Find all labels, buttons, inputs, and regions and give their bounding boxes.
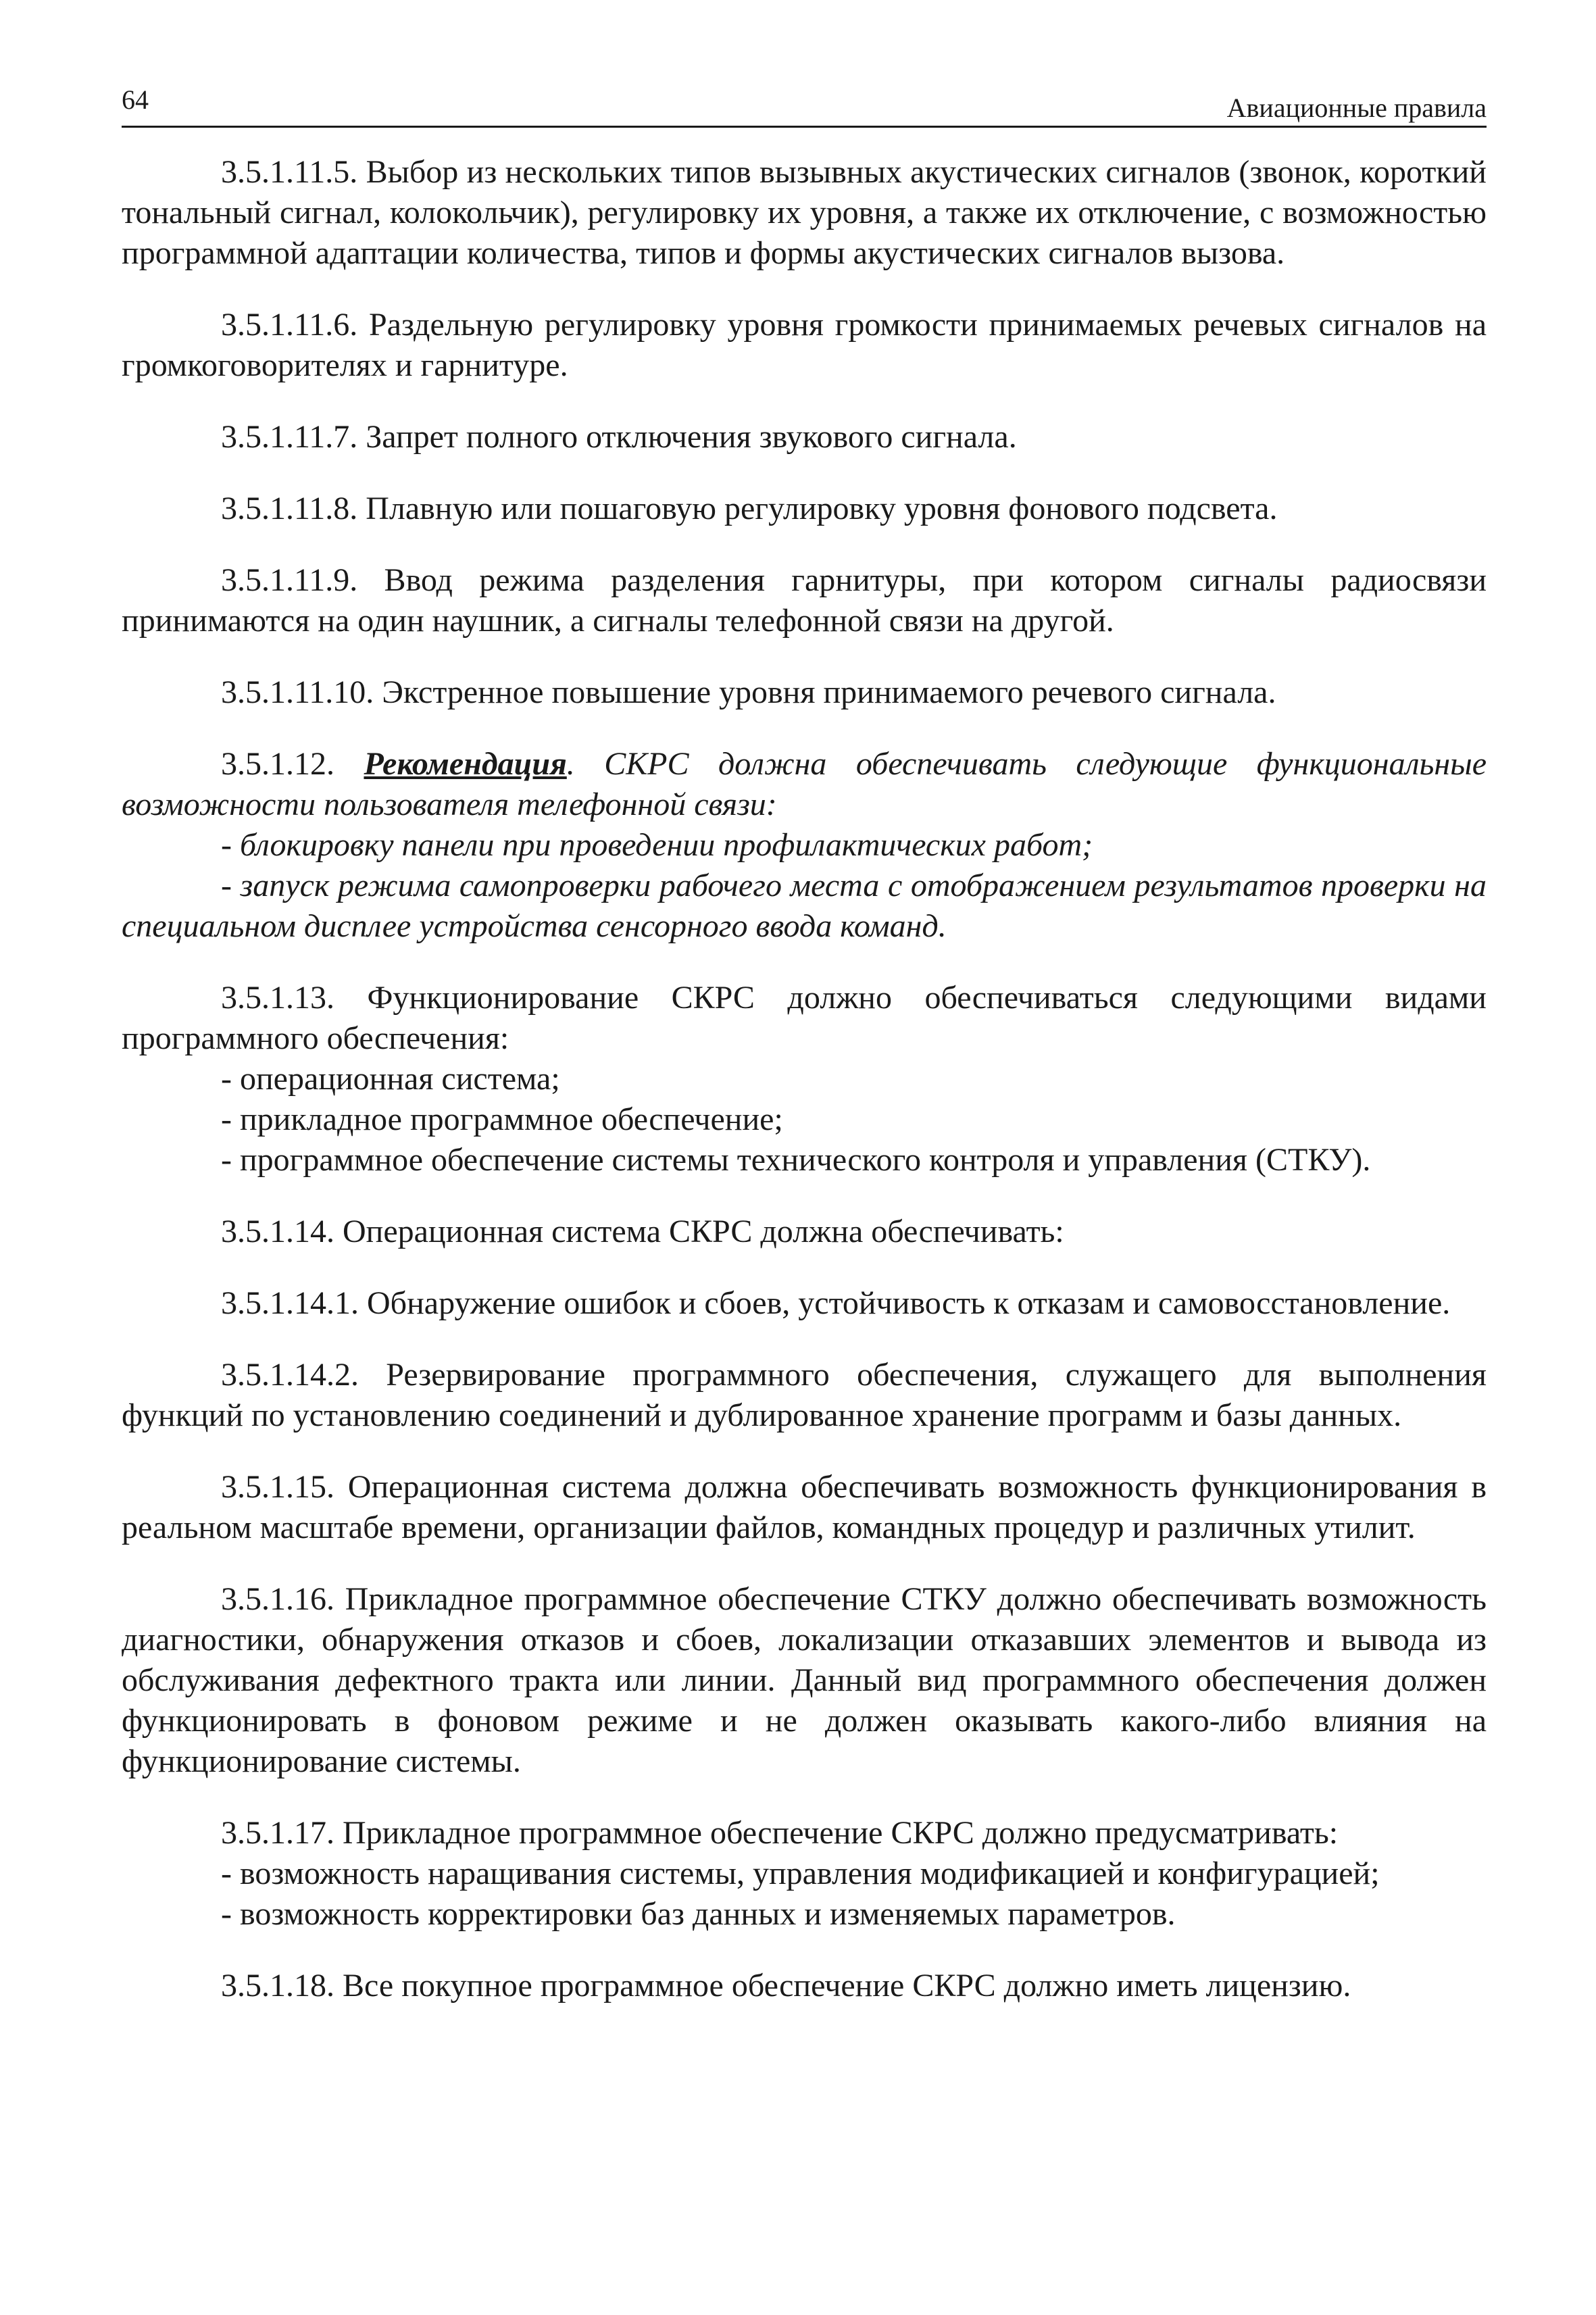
paragraph-text: 3.5.1.11.6. Раздельную регулировку уровня громкости принимаемых речевых сигналов на громкоговорителях и гарнитуре. [122, 307, 1487, 383]
paragraph-text: 3.5.1.11.5. Выбор из нескольких типов вызывных акустических сигналов (звонок, короткий тональный сигнал, колокольчик), регулировку их уровня, а также их отключение, с возможностью программной адаптации количества, типов и формы акустических сигналов вызова. [122, 154, 1487, 271]
paragraph-3-5-1-14-2 [122, 1355, 1487, 1436]
running-header [122, 74, 1487, 128]
list-item: - программное обеспечение системы технического контроля и управления (СТКУ). [221, 1142, 1371, 1178]
paragraph-text: 3.5.1.15. Операционная система должна обеспечивать возможность функционирования в реальном масштабе времени, организации файлов, командных процедур и различных утилит. [122, 1469, 1487, 1545]
page-number: 64 [122, 84, 149, 115]
paragraph-text: 3.5.1.11.8. Плавную или пошаговую регулировку уровня фонового подсвета. [221, 491, 1278, 526]
paragraph-text: 3.5.1.14. Операционная система СКРС должна обеспечивать: [221, 1214, 1064, 1249]
recommendation-intro [122, 744, 1487, 825]
list-item: - прикладное программное обеспечение; [221, 1101, 783, 1137]
paragraph-3-5-1-14 [122, 1212, 1487, 1252]
paragraph-3-5-1-11-5 [122, 152, 1487, 274]
paragraph-text: 3.5.1.18. Все покупное программное обеспечение СКРС должно иметь лицензию. [221, 1968, 1351, 2003]
list-item: - операционная система; [221, 1061, 560, 1097]
paragraph-3-5-1-11-6 [122, 305, 1487, 386]
paragraph-number: 3.5.1.12. [221, 746, 364, 782]
list-item: - блокировку панели при проведении профилактических работ; [221, 827, 1093, 863]
paragraph-3-5-1-14-1 [122, 1283, 1487, 1324]
paragraph-3-5-1-12-recommendation [122, 744, 1487, 947]
paragraph-text: 3.5.1.11.7. Запрет полного отключения звукового сигнала. [221, 419, 1017, 455]
recommendation-label: Рекомендация [364, 746, 567, 782]
paragraph-3-5-1-15 [122, 1467, 1487, 1548]
paragraph-text: 3.5.1.11.10. Экстренное повышение уровня принимаемого речевого сигнала. [221, 674, 1276, 710]
paragraph-text: 3.5.1.11.9. Ввод режима разделения гарнитуры, при котором сигналы радиосвязи принимаются на один наушник, а сигналы телефонной связи на другой. [122, 562, 1487, 639]
paragraph-3-5-1-16 [122, 1579, 1487, 1782]
paragraph-3-5-1-11-9 [122, 560, 1487, 641]
paragraph-text: 3.5.1.14.1. Обнаружение ошибок и сбоев, устойчивость к отказам и самовосстановление. [221, 1285, 1451, 1321]
list-item: - запуск режима самопроверки рабочего места с отображением результатов проверки на специальном дисплее устройства сенсорного ввода команд. [122, 868, 1487, 944]
paragraph-text: 3.5.1.17. Прикладное программное обеспечение СКРС должно предусматривать: [221, 1815, 1339, 1851]
paragraph-3-5-1-11-10 [122, 672, 1487, 713]
paragraph-text: 3.5.1.16. Прикладное программное обеспечение СТКУ должно обеспечивать возможность диагностики, обнаружения отказов и сбоев, локализации отказавших элементов и вывода из обслуживания дефектного тракта или линии. Данный вид программного обеспечения должен функционировать в фоновом режиме и не должен оказывать какого-либо влияния на функционирование системы. [122, 1581, 1487, 1779]
list-item: - возможность наращивания системы, управления модификацией и конфигурацией; [221, 1856, 1380, 1891]
list-item: - возможность корректировки баз данных и изменяемых параметров. [221, 1896, 1176, 1932]
paragraph-text: 3.5.1.13. Функционирование СКРС должно обеспечиваться следующими видами программного обеспечения: [122, 980, 1487, 1056]
paragraph-3-5-1-13 [122, 978, 1487, 1180]
paragraph-3-5-1-18 [122, 1966, 1487, 2006]
recommendation-text: . СКРС должна обеспечивать следующие функциональные возможности пользователя телефонной связи: [122, 746, 1487, 822]
paragraph-3-5-1-17 [122, 1813, 1487, 1935]
page-content [122, 152, 1487, 2006]
book-title: Авиационные правила [1226, 93, 1487, 123]
paragraph-text: 3.5.1.14.2. Резервирование программного обеспечения, служащего для выполнения функций по установлению соединений и дублированное хранение программ и базы данных. [122, 1357, 1487, 1433]
paragraph-3-5-1-11-7 [122, 417, 1487, 457]
paragraph-3-5-1-11-8 [122, 489, 1487, 529]
document-page [122, 74, 1487, 2277]
